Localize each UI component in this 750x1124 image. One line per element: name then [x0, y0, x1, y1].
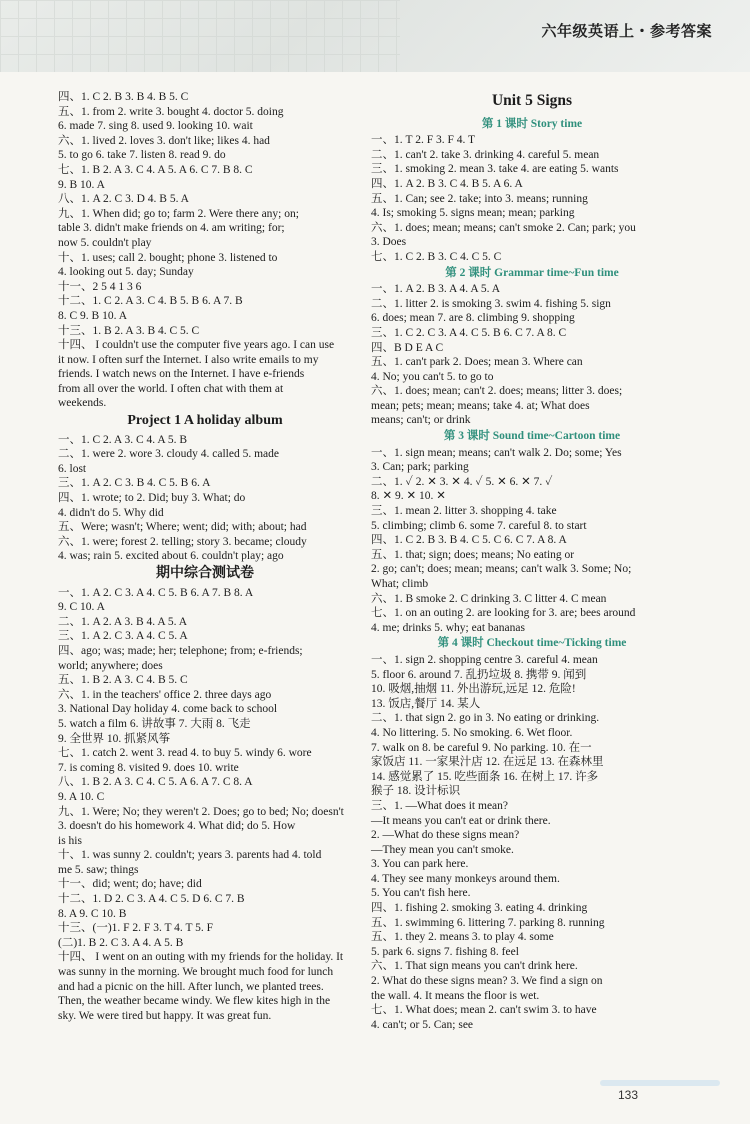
answer-line: friends. I watch news on the Internet. I have e-friends [58, 368, 305, 381]
lesson-heading: 第 2 课时 Grammar time~Fun time [445, 266, 619, 279]
unit-heading: Unit 5 Signs [491, 92, 573, 109]
header-band [0, 0, 750, 72]
answer-line: 8. C 9. B 10. A [58, 309, 128, 322]
answer-line: 九、1. Were; No; they weren't 2. Does; go to bed; No; doesn't [58, 805, 344, 818]
answer-line: 十、1. uses; call 2. bought; phone 3. listened to [58, 251, 278, 264]
answer-line: 5. park 6. signs 7. fishing 8. feel [371, 945, 519, 958]
watermark-stroke [600, 1080, 720, 1086]
answer-line: 十三、(一)1. F 2. F 3. T 4. T 5. F [58, 922, 214, 935]
page-number: 133 [618, 1088, 639, 1102]
answer-line: 四、1. C 2. B 3. B 4. C 5. C 6. C 7. A 8. A [371, 534, 567, 547]
answer-line: 二、1. litter 2. is smoking 3. swim 4. fishing 5. sign [371, 297, 611, 310]
answer-line: 五、1. that; sign; does; means; No eating or [371, 548, 575, 561]
answer-line: 7. is coming 8. visited 9. does 10. write [58, 761, 239, 774]
answer-line: 5. You can't fish here. [371, 887, 471, 900]
answer-line: 4. was; rain 5. excited about 6. couldn't play; ago [58, 550, 284, 563]
answer-line: 4. looking out 5. day; Sunday [58, 266, 194, 279]
answer-line: 十二、1. D 2. C 3. A 4. C 5. D 6. C 7. B [58, 893, 245, 906]
answer-line: 3. Does [371, 236, 407, 249]
lesson-heading: 第 1 课时 Story time [481, 117, 583, 130]
answer-line: What; climb [371, 578, 429, 590]
answer-line: 三、1. —What does it mean? [371, 799, 509, 812]
answer-line: and had a picnic on the hill. After lunch, we planted trees. [58, 980, 324, 993]
answer-line: 一、1. T 2. F 3. F 4. T [371, 134, 476, 147]
answer-line: 7. walk on 8. be careful 9. No parking. 10. 在一 [371, 741, 592, 754]
answer-column-right [371, 90, 693, 1032]
answer-line: 6. does; mean 7. are 8. climbing 9. shopping [371, 312, 575, 325]
answer-line: 9. A 10. C [58, 790, 105, 803]
answer-line: was sunny in the morning. We brought much food for lunch [58, 966, 334, 979]
answer-line: is his [58, 834, 82, 847]
answer-line: 七、1. B 2. A 3. C 4. A 5. A 6. C 7. B 8. C [58, 163, 253, 176]
answer-line: —It means you can't eat or drink there. [371, 814, 551, 827]
answer-line: 五、1. from 2. write 3. bought 4. doctor 5. doing [58, 105, 284, 118]
answer-line: 5. watch a film 6. 讲故事 7. 大雨 8. 飞走 [58, 717, 251, 730]
answer-line: (二)1. B 2. C 3. A 4. A 5. B [58, 936, 184, 949]
answer-line: Then, the weather became windy. We flew kites high in the [58, 995, 331, 1008]
answer-line: 6. lost [58, 462, 87, 475]
answer-column-left [58, 90, 352, 1023]
answer-line: 七、1. on an outing 2. are looking for 3. are; bees around [371, 607, 636, 620]
answer-line: 猴子 18. 设计标识 [371, 785, 461, 798]
section-heading: 期中综合测试卷 [156, 566, 254, 581]
answer-line: 十三、1. B 2. A 3. B 4. C 5. C [58, 324, 200, 337]
answer-line: 六、1. does; mean; means; can't smoke 2. Can; park; you [371, 221, 636, 234]
answer-line: weekends. [58, 397, 107, 410]
answer-line: 八、1. A 2. C 3. D 4. B 5. A [58, 193, 189, 206]
answer-line: 5. climbing; climb 6. some 7. careful 8. to start [371, 519, 587, 532]
answer-line: 2. What do these signs mean? 3. We find a sign on [371, 975, 603, 988]
lesson-heading: 第 4 课时 Checkout time~Ticking time [437, 637, 627, 650]
answer-line: 七、1. What does; mean 2. can't swim 3. to have [371, 1004, 597, 1017]
answer-line: 13. 饭店,餐厅 14. 某人 [371, 697, 481, 710]
answer-line: 八、1. B 2. A 3. C 4. C 5. A 6. A 7. C 8. A [58, 776, 253, 789]
answer-line: 五、1. Can; see 2. take; into 3. means; running [371, 192, 588, 205]
answer-line: 2. go; can't; does; mean; means; can't walk 3. Some; No; [371, 563, 632, 576]
answer-line: 六、1. That sign means you can't drink here. [371, 960, 578, 973]
answer-line: —They mean you can't smoke. [371, 843, 514, 856]
answer-line: 四、1. A 2. B 3. C 4. B 5. A 6. A [371, 177, 523, 190]
answer-line: 一、1. sign mean; means; can't walk 2. Do; some; Yes [371, 446, 622, 459]
answer-line: 三、1. A 2. C 3. B 4. C 5. B 6. A [58, 477, 211, 490]
answer-line: 3. National Day holiday 4. come back to school [58, 703, 278, 716]
answer-line: 3. Can; park; parking [371, 461, 469, 474]
answer-line: 6. made 7. sing 8. used 9. looking 10. wait [58, 120, 253, 133]
answer-line: the wall. 4. It means the floor is wet. [371, 989, 540, 1002]
answer-line: 二、1. A 2. A 3. B 4. A 5. A [58, 615, 188, 628]
answer-line: 一、1. A 2. B 3. A 4. A 5. A [371, 283, 501, 296]
answer-line: 三、1. C 2. C 3. A 4. C 5. B 6. C 7. A 8. C [371, 326, 567, 339]
answer-line: 二、1. were 2. wore 3. cloudy 4. called 5. made [58, 448, 279, 461]
answer-line: now 5. couldn't play [58, 236, 152, 249]
answer-line: me 5. saw; things [58, 863, 139, 876]
answer-line: 二、1. can't 2. take 3. drinking 4. careful 5. mean [371, 148, 600, 161]
answer-line: 五、Were; wasn't; Where; went; did; with; about; had [58, 521, 307, 534]
answer-line: 10. 吸烟,抽烟 11. 外出游玩,远足 12. 危险! [371, 683, 576, 696]
answer-line: means; can't; or drink [371, 414, 471, 427]
answer-line: 2. —What do these signs mean? [371, 829, 520, 842]
answer-line: 五、1. can't park 2. Does; mean 3. Where can [371, 356, 583, 369]
answer-line: 六、1. lived 2. loves 3. don't like; likes 4. had [58, 134, 270, 147]
answer-line: 四、1. C 2. B 3. B 4. B 5. C [58, 91, 189, 103]
answer-line: 三、1. smoking 2. mean 3. take 4. are eating 5. wants [371, 163, 619, 176]
answer-line: 十一、did; went; do; have; did [58, 878, 202, 891]
answer-line: 三、1. mean 2. litter 3. shopping 4. take [371, 505, 557, 518]
answer-line: 四、1. wrote; to 2. Did; buy 3. What; do [58, 492, 246, 505]
answer-line: 5. to go 6. take 7. listen 8. read 9. do [58, 149, 226, 162]
answer-line: 4. Is; smoking 5. signs mean; mean; parking [371, 207, 575, 220]
answer-line: world; anywhere; does [58, 659, 163, 672]
answer-line: 4. They see many monkeys around them. [371, 872, 560, 885]
answer-line: 十四、 I went on an outing with my friends for the holiday. It [58, 951, 344, 964]
answer-line: 一、1. C 2. A 3. C 4. A 5. B [58, 433, 188, 446]
answer-line: 8. A 9. C 10. B [58, 907, 127, 920]
answer-line: 9. C 10. A [58, 601, 105, 614]
answer-line: 8. ✕ 9. ✕ 10. ✕ [371, 490, 446, 503]
answer-line: 4. can't; or 5. Can; see [371, 1018, 474, 1031]
answer-line: 5. floor 6. around 7. 乱扔垃圾 8. 携带 9. 闻到 [371, 668, 587, 681]
answer-line: 十、1. was sunny 2. couldn't; years 3. parents had 4. told [58, 849, 322, 862]
answer-line: 4. No; you can't 5. to go to [371, 370, 494, 383]
answer-line: 3. You can park here. [371, 858, 469, 871]
answer-line: 二、1. that sign 2. go in 3. No eating or drinking. [371, 712, 600, 725]
answer-line: 三、1. A 2. C 3. A 4. C 5. A [58, 630, 188, 643]
answer-line: 六、1. in the teachers' office 2. three days ago [58, 688, 272, 701]
answer-line: 六、1. does; mean; can't 2. does; means; litter 3. does; [371, 385, 623, 398]
answer-line: 一、1. sign 2. shopping centre 3. careful 4. mean [371, 653, 598, 666]
answer-line: mean; pets; mean; means; take 4. at; What does [371, 399, 590, 412]
answer-line: 九、1. When did; go to; farm 2. Were there any; on; [58, 207, 299, 220]
answer-line: 家饭店 11. 一家果汁店 12. 在远足 13. 在森林里 [371, 756, 604, 769]
header-grid-decoration [0, 0, 400, 72]
answer-line: table 3. didn't make friends on 4. am writing; for; [58, 222, 285, 235]
answer-line: 六、1. were; forest 2. telling; story 3. became; cloudy [58, 535, 307, 548]
answer-line: 9. 全世界 10. 抓紧风筝 [58, 732, 171, 745]
answer-line: 4. me; drinks 5. why; eat bananas [371, 621, 525, 634]
answer-line: 4. No littering. 5. No smoking. 6. Wet floor. [371, 726, 573, 739]
lesson-heading: 第 3 课时 Sound time~Cartoon time [443, 430, 621, 443]
answer-line: 四、1. fishing 2. smoking 3. eating 4. drinking [371, 902, 588, 915]
answer-line: 五、1. swimming 6. littering 7. parking 8. running [371, 916, 605, 929]
answer-line: 六、1. B smoke 2. C drinking 3. C litter 4. C mean [371, 592, 607, 605]
answer-line: sky. We were tired but happy. It was great fun. [58, 1009, 272, 1022]
answer-line: 五、1. B 2. A 3. C 4. B 5. C [58, 674, 188, 687]
answer-line: 14. 感觉累了 15. 吃些面条 16. 在树上 17. 许多 [371, 770, 599, 783]
answer-line: 一、1. A 2. C 3. A 4. C 5. B 6. A 7. B 8. A [58, 586, 254, 599]
answer-line: 四、B D E A C [371, 341, 444, 354]
answer-line: 二、1. ✓ 2. ✕ 3. ✕ 4. ✓ 5. ✕ 6. ✕ 7. ✓ [371, 475, 553, 488]
answer-line: 十四、 I couldn't use the computer five years ago. I can use [58, 339, 335, 352]
answer-line: it now. I often surf the Internet. I also write emails to my [58, 353, 319, 366]
answer-line: from all over the world. I often chat with them at [58, 382, 284, 395]
section-heading: Project 1 A holiday album [127, 413, 283, 429]
answer-line: 四、ago; was; made; her; telephone; from; e-friends; [58, 644, 303, 657]
answer-line: 五、1. they 2. means 3. to play 4. some [371, 931, 554, 944]
page-header-title: 六年级英语上・参考答案 [541, 22, 712, 40]
answer-line: 9. B 10. A [58, 178, 105, 191]
answer-line: 七、1. catch 2. went 3. read 4. to buy 5. windy 6. wore [58, 747, 312, 760]
answer-line: 3. doesn't do his homework 4. What did; do 5. How [58, 820, 296, 833]
answer-line: 十二、1. C 2. A 3. C 4. B 5. B 6. A 7. B [58, 295, 243, 308]
answer-line: 七、1. C 2. B 3. C 4. C 5. C [371, 250, 502, 263]
answer-line: 4. didn't do 5. Why did [58, 506, 164, 519]
answer-line: 十一、2 5 4 1 3 6 [58, 280, 142, 293]
